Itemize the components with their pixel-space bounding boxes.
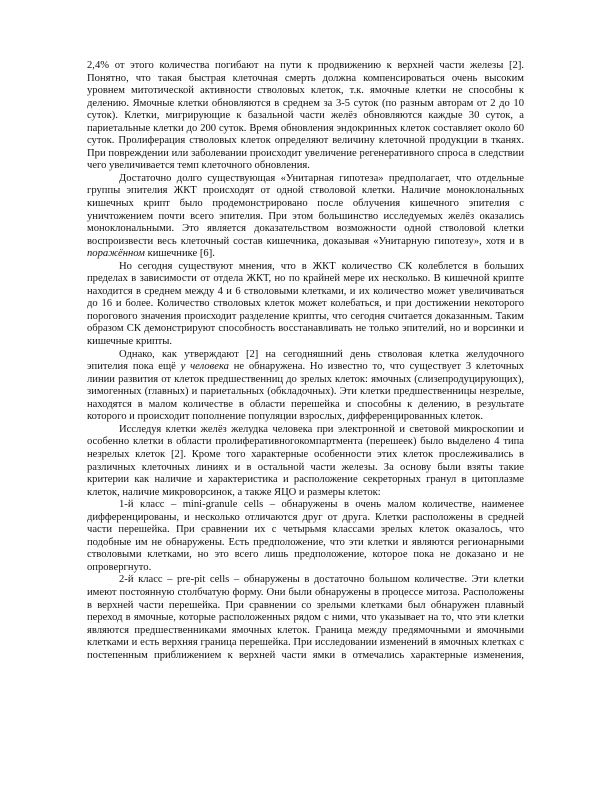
paragraph-text: Достаточно долго существующая «Унитарная гипотеза» предполагает, что отдельные группы эпителия ЖКТ происходят от одной стволовой клетки. Наличие моноклональных кишечных крипт было продемонстрировано после облучения кишечного эпителия с уничтожением почти всего эпителия. При этом большинство исследуемых желёз оказались моноклональными. Это является доказательством возможности одной стволовой клетки воспроизвести весь клеточный состав кишечника, доказывая «Унитарную гипотезу», хотя и в <box>87 172 524 247</box>
paragraph-text: кишечнике [6]. <box>144 248 215 260</box>
paragraph-text: Однако, как утверждают [2] на сегодняшний день стволовая клетка желудочного эпителия пока ещё <box>87 348 524 373</box>
paragraph-4 <box>87 349 524 424</box>
paragraph-1 <box>87 60 524 173</box>
paragraph-text: Исследуя клетки желёз желудка человека при электронной и световой микроскопии и особенно клетки в области пролиферативногокомпартмента (перешеек) было выделено 4 типа незрелых клеток [2]. Кроме того характерные особенности этих клеток прослеживались в различных клеточных линиях и в остальной части железы. За основу были взяты такие критерии как наличие и характеристика и расположение секреторных гранул в цитоплазме клеток, наличие микроворсинок, а также ЯЦО и размеры клеток: <box>87 423 524 498</box>
paragraph-text: 2-й класс – pre-pit cells – обнаружены в достаточно большом количестве. Эти клетки имеют постоянную столбчатую форму. Они были обнаружены в процессе митоза. Расположены в верхней части перешейка. При сравнении со зрелыми клетками был обнаружен плавный переход в ямочные, которые расположенных рядом с ними, что указывает на то, что эти клетки являются предшественниками ямочных клеток. Граница между предямочными и ямочными клетками и есть верхняя граница перешейка. При исследовании изменений в ямочных клетках с постепенным приближением к верхней части ямки в отмечались характерные изменения, <box>87 574 524 661</box>
paragraph-2 <box>87 173 524 261</box>
paragraph-7 <box>87 574 524 662</box>
paragraph-italic-text: у человека <box>180 361 229 373</box>
paragraph-6 <box>87 499 524 574</box>
paragraph-text: 1-й класс – mini-granule cells – обнаружены в очень малом количестве, наименее дифференцированы, и несколько отличаются друг от друга. Клетки расположены в средней части перешейка. При сравнении их с четырьмя классами зрелых клеток оказалось, что подобные им не обнаружены. Есть предположение, что эти клетки и являются регионарными стволовыми клетками, но это всего лишь предположение, которое пока не доказано и не опровергнуто. <box>87 499 524 573</box>
paragraph-text: Но сегодня существуют мнения, что в ЖКТ количество СК колеблется в больших пределах в зависимости от отдела ЖКТ, но по крайней мере их несколько. В кишечной крипте находится в среднем между 4 и 6 стволовыми клетками, и их количество может увеличиваться до 16 и более. Количество стволовых клеток может колебаться, и при достижении некоторого порогового значения происходит разделение крипты, что сегодня считается доказанным. Таким образом СК демонстрируют способность восстанавливать не только эпителий, но и ворсинки и кишечные крипты. <box>87 260 524 348</box>
paragraph-text: 2,4% от этого количества погибают на пути к продвижению к верхней части железы [2]. Понятно, что такая быстрая клеточная смерть должна компенсироваться очень высоким уровнем митотической активности стволовых клеток, т.к. ямочные клетки не способны к делению. Ямочные клетки обновляются в среднем за 3-5 суток (по разным авторам от 2 до 10 суток). Клетки, мигрирующие к базальной части желёз обновляются каждые 30 суток, а париетальные клетки до 200 суток. Время обновления эндокринных клеток составляет около 60 суток. Пролиферация стволовых клеток определяют величину клеточной продукции в тканях. При повреждении или заболевании происходит увеличение регенеративного спроса в следствии чего увеличивается темп клеточного обновления. <box>87 60 524 172</box>
paragraph-3 <box>87 261 524 349</box>
paragraph-italic-text: поражённом <box>87 248 145 260</box>
paragraph-text: не обнаружена. Но известно то, что существует 3 клеточных линии развития от клеток предшественниц до зрелых клеток: ямочных (слизепродуцирующих), зимогенных (главных) и париетальных (обкладочных). Эти клетки предшественницы незрелые, находятся в малом количестве в области перешейка и способны к делению, в результате которого и происходит пополнение популяции взрослых, дифференцированных клеток. <box>87 361 524 423</box>
paragraph-5 <box>87 424 524 499</box>
document-page <box>87 60 524 662</box>
